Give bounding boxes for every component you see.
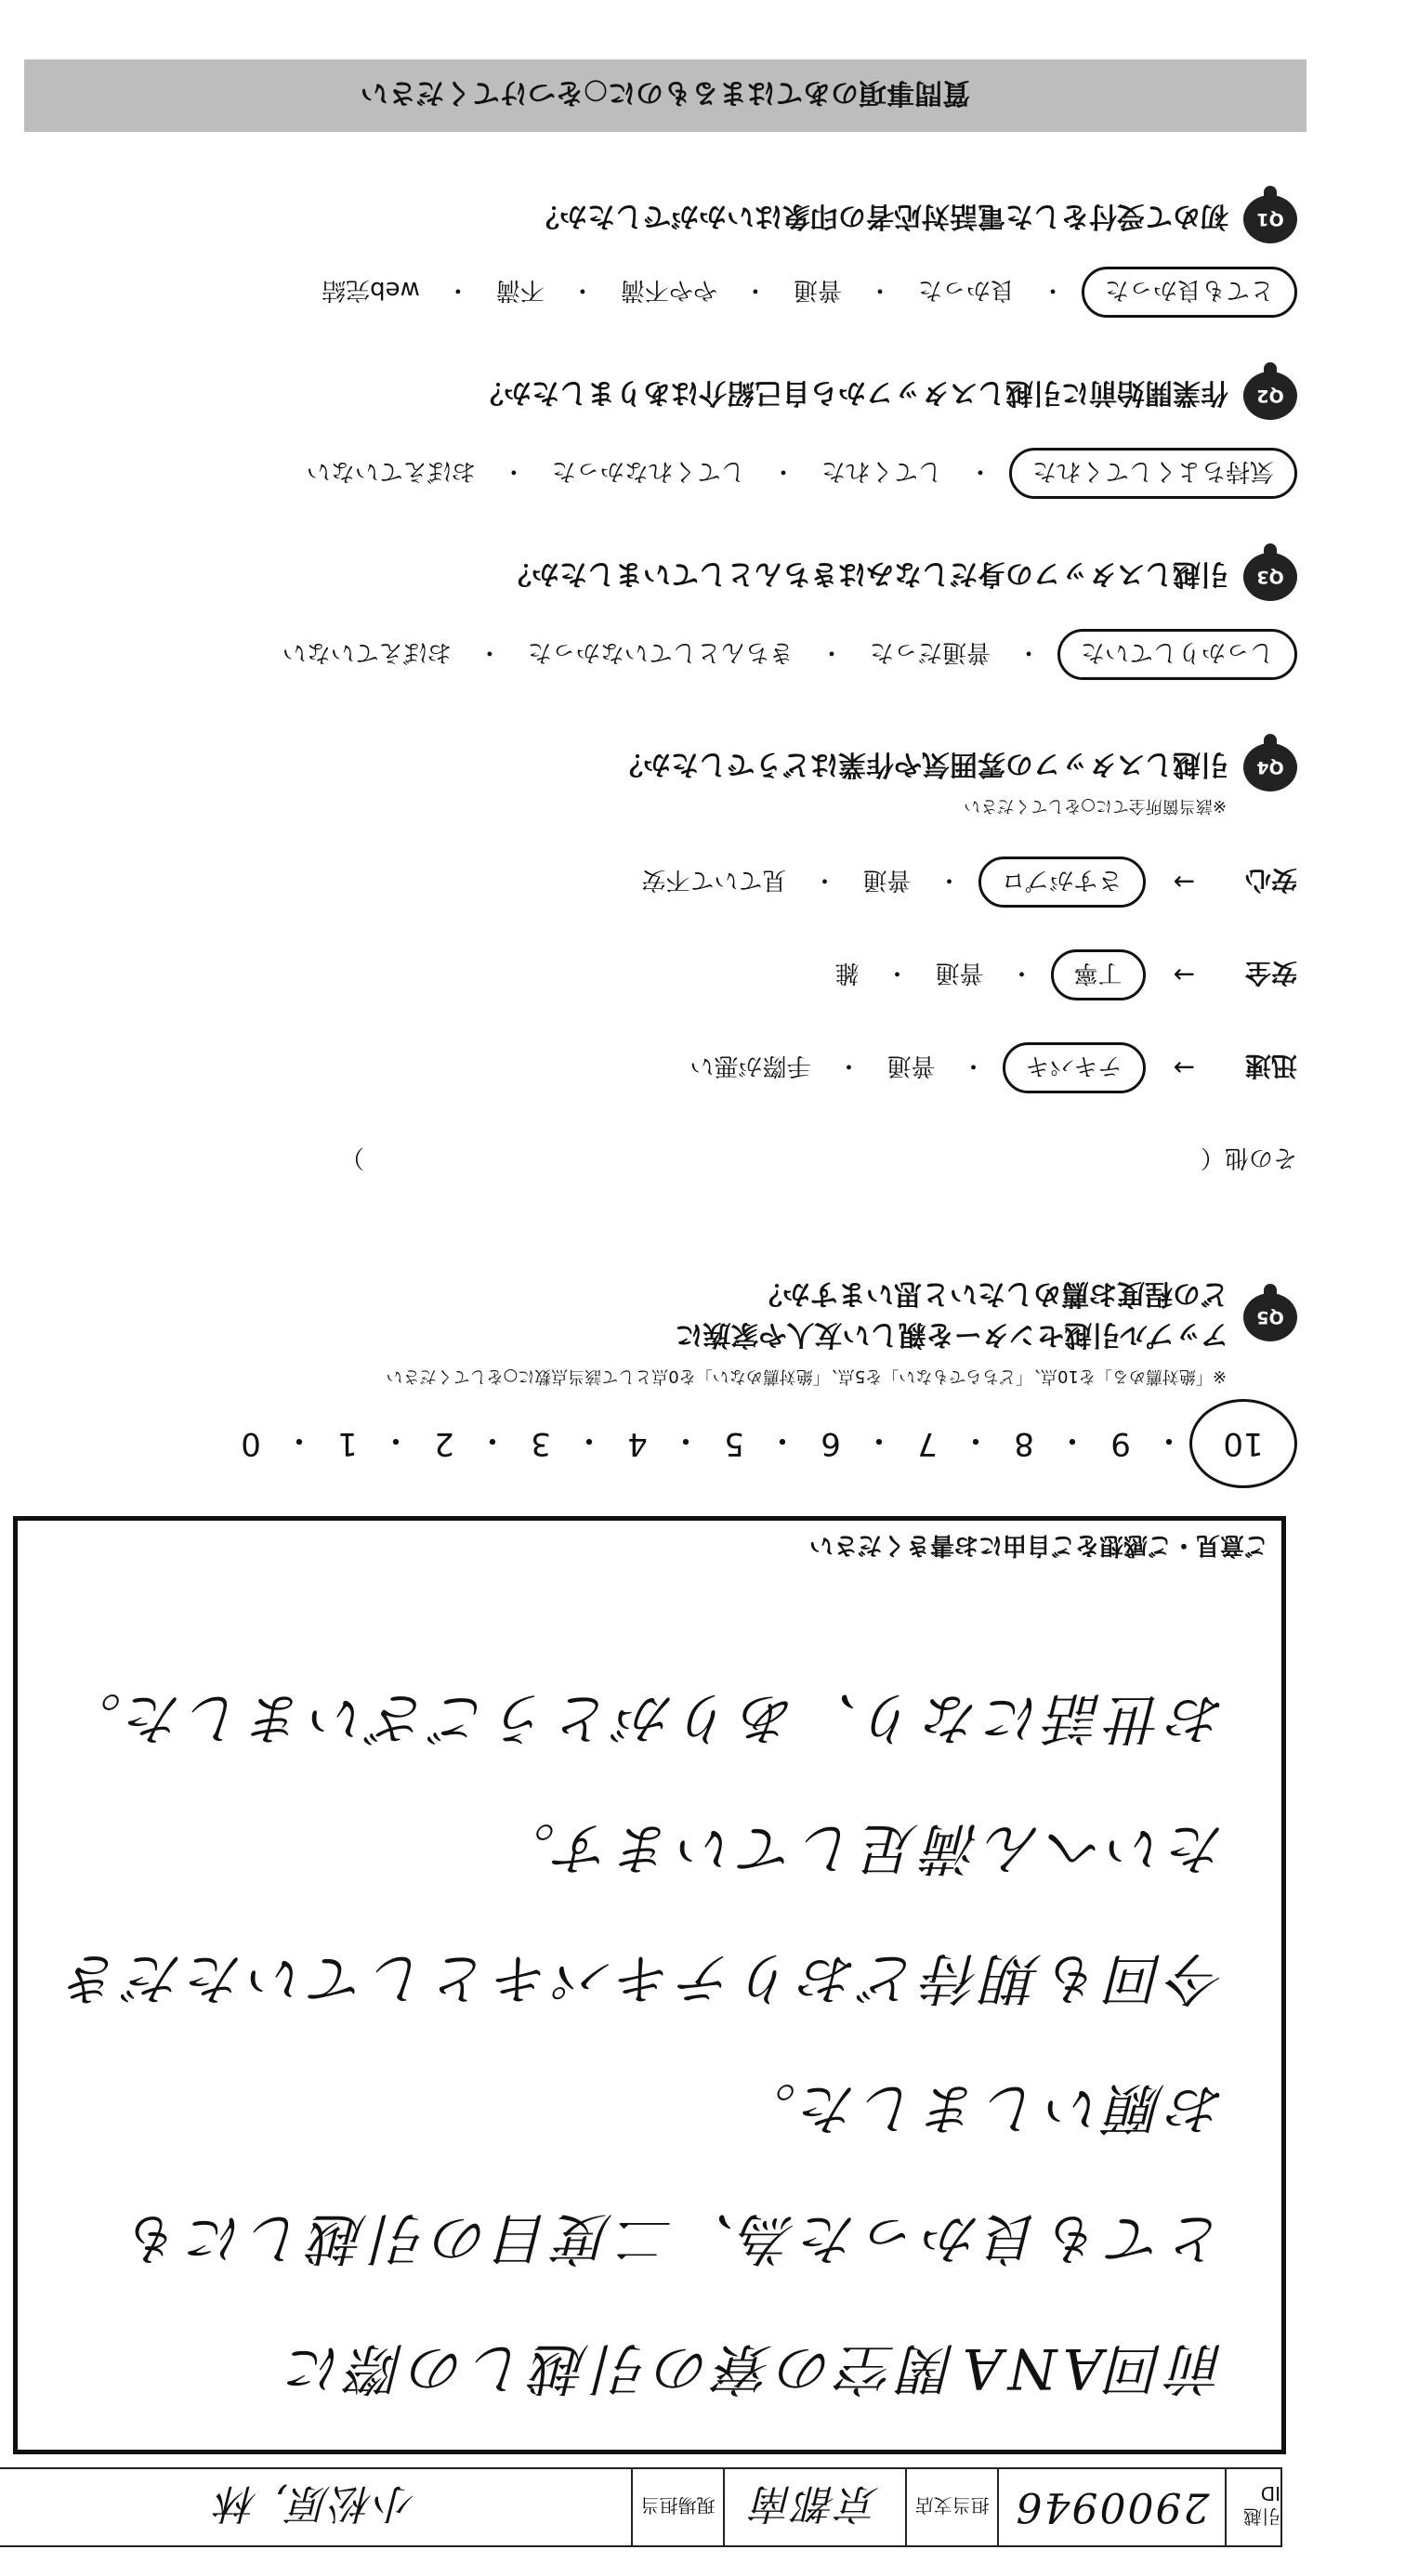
scale-0[interactable]: 0 [241, 1425, 261, 1462]
q4-security-opt2[interactable]: 普通 [862, 866, 912, 894]
q4-badge: Q4 [1243, 743, 1297, 791]
instruction-banner: 質問事項のあてはまるものに○をつけてください [24, 59, 1307, 132]
q2-badge: Q2 [1243, 372, 1297, 420]
q1-text: 初めて受付をした電話対応者の印象はいかがでしたか？ [532, 200, 1228, 232]
q1-options: とても良かった ・ 良かった ・ 普通 ・ やや不満 ・ 不満 ・ web完結 [312, 267, 1297, 318]
q4-question [615, 743, 1297, 791]
q1-opt5[interactable]: 不満 [495, 276, 545, 304]
comment-line-1: 前回ANA関空の寮の引越しの際に [282, 2335, 1226, 2400]
scale-5[interactable]: 5 [724, 1425, 744, 1462]
id-value: 2900946 [997, 2469, 1225, 2545]
q5-note: ※「絶対薦める」を10点、「どちらでもない」を5点、「絶対薦めない」を0点として該当点数に○をしてください [386, 1366, 1227, 1386]
q4-row-safety: 安全 → 丁寧 ・ 普通 ・ 雑 [825, 949, 1297, 1000]
q2-text: 作業開始前に引越しスタッフから自己紹介はありましたか？ [476, 376, 1228, 409]
comment-line-6: お世話になり、ありがとうございました。 [60, 1685, 1226, 1750]
q4-cat-safety: 安全 [1244, 958, 1297, 989]
q5-text-line2: どの程度お薦めしたいと思いますか？ [755, 1277, 1228, 1310]
scale-8[interactable]: 8 [1014, 1425, 1034, 1462]
q3-badge: Q3 [1243, 553, 1297, 601]
q1-opt1[interactable]: とても良かった [1082, 267, 1297, 318]
q1-opt6[interactable]: web完結 [322, 276, 420, 304]
header-row [0, 2467, 1282, 2547]
q4-safety-opt1[interactable]: 丁寧 [1051, 949, 1146, 1000]
q1-opt2[interactable]: 良かった [917, 276, 1015, 304]
scale-10[interactable]: 10 [1189, 1399, 1297, 1488]
q4-safety-opt3[interactable]: 雑 [834, 959, 860, 987]
comment-line-4: 今回も期待どおりテキパキとしていただき [60, 1945, 1226, 2010]
comment-line-2: とても良かった為、二度目の引越しにも [122, 2205, 1226, 2270]
q2-question [476, 372, 1297, 420]
q3-opt2[interactable]: 普通だった [869, 638, 991, 666]
q4-security-opt1[interactable]: さすがプロ [978, 856, 1146, 908]
q4-security-opt3[interactable]: 見ていて不安 [641, 866, 787, 894]
q3-opt1[interactable]: しっかりしていた [1057, 629, 1297, 680]
q4-other-label: その他（ [1200, 1144, 1297, 1171]
q3-text: 引越しスタッフの身だしなみはきちんとしていましたか？ [504, 557, 1228, 590]
q4-speed-opt2[interactable]: 普通 [886, 1052, 936, 1079]
comment-box-title: ご意見・ご感想をご自由にお書きください [808, 1531, 1268, 1559]
q4-cat-speed: 迅速 [1244, 1051, 1297, 1082]
q2-opt4[interactable]: おぼえていない [306, 457, 476, 485]
q4-cat-security: 安心 [1244, 865, 1297, 896]
q4-text: 引越しスタッフの雰囲気や作業はどうでしたか？ [615, 748, 1228, 780]
q5-scale: 10 ・ 9 ・ 8 ・ 7 ・ 6 ・ 5 ・ 4 ・ 3 ・ 2 ・ 1 ・ 0 [223, 1399, 1297, 1488]
branch-value: 京都南 [723, 2469, 905, 2545]
q3-opt4[interactable]: おぼえていない [282, 638, 452, 666]
q4-note: ※該当箇所全てに○をしてください [964, 796, 1227, 816]
q4-other [340, 1143, 1297, 1177]
q2-options: 気持ちよくしてくれた ・ してくれた ・ してくれなかった ・ おぼえていない [297, 448, 1297, 499]
scale-2[interactable]: 2 [434, 1425, 454, 1462]
q2-opt2[interactable]: してくれた [821, 457, 942, 485]
scale-6[interactable]: 6 [821, 1425, 841, 1462]
q1-opt3[interactable]: 普通 [793, 276, 842, 304]
comment-line-3: お願いしました。 [735, 2075, 1226, 2140]
q4-speed-opt3[interactable]: 手際が悪い [689, 1052, 811, 1079]
scale-4[interactable]: 4 [627, 1425, 648, 1462]
scale-3[interactable]: 3 [531, 1425, 551, 1462]
scale-7[interactable]: 7 [917, 1425, 938, 1462]
q5-badge: Q5 [1243, 1293, 1297, 1341]
q4-safety-opt2[interactable]: 普通 [935, 959, 984, 987]
comment-line-5: たいへん満足しています。 [493, 1815, 1226, 1880]
q2-opt1[interactable]: 気持ちよくしてくれた [1009, 448, 1297, 499]
q4-row-security: 安心 → さすがプロ ・ 普通 ・ 見ていて不安 [632, 856, 1297, 908]
q4-speed-opt1[interactable]: テキパキ [1003, 1042, 1146, 1093]
leader-value: 小松原, 林 [215, 2479, 416, 2527]
q5-question [676, 1276, 1298, 1358]
branch-label: 担当支店 [905, 2469, 997, 2545]
q5-text-line1: アップル引越センターを親しい友人や家族に [675, 1318, 1228, 1351]
scale-9[interactable]: 9 [1110, 1425, 1131, 1462]
q3-opt3[interactable]: きちんとしていなかった [527, 638, 794, 666]
q1-badge: Q1 [1243, 195, 1297, 243]
q3-question [504, 553, 1297, 601]
q2-opt3[interactable]: してくれなかった [551, 457, 745, 485]
q3-options: しっかりしていた ・ 普通だった ・ きちんとしていなかった ・ おぼえていない [273, 629, 1297, 680]
q1-opt4[interactable]: やや不満 [620, 276, 717, 304]
id-label: 引越ID [1225, 2469, 1280, 2545]
q4-other-close: ） [339, 1144, 364, 1171]
comment-box[interactable] [13, 1516, 1286, 2454]
q4-row-speed: 迅速 → テキパキ ・ 普通 ・ 手際が悪い [680, 1042, 1297, 1093]
q1-question [532, 195, 1297, 243]
scale-1[interactable]: 1 [337, 1425, 358, 1462]
leader-label: 現場担当 [631, 2469, 723, 2545]
